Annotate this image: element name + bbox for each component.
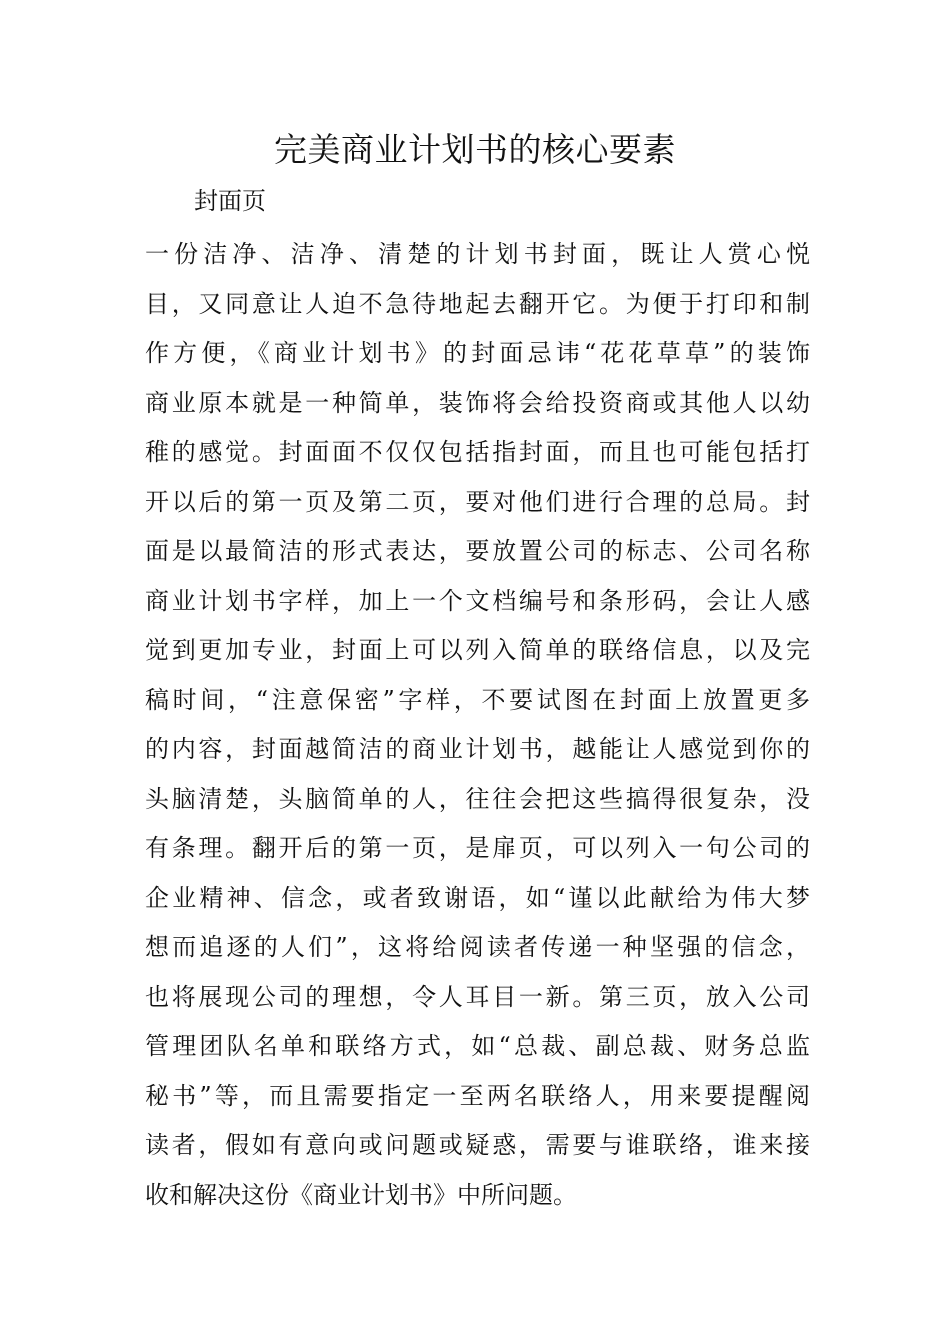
paragraph-line: 读者，假如有意向或问题或疑惑，需要与谁联络，谁来接 (145, 1131, 810, 1159)
paragraph-line: 的内容，封面越简洁的商业计划书，越能让人感觉到你的 (145, 735, 810, 763)
paragraph-line: 企业精神、信念，或者致谢语，如“谨以此献给为伟大梦 (145, 883, 810, 912)
paragraph-line: 头脑清楚，头脑简单的人，往往会把这些搞得很复杂，没 (145, 784, 810, 813)
paragraph-line: 商业原本就是一种简单，装饰将会给投资商或其他人以幼 (145, 388, 810, 417)
paragraph-line: 也将展现公司的理想，令人耳目一新。第三页，放入公司 (145, 982, 810, 1011)
paragraph-line: 管理团队名单和联络方式，如“总裁、副总裁、财务总监 (145, 1032, 810, 1060)
paragraph-line: 想而追逐的人们”，这将给阅读者传递一种坚强的信念， (145, 933, 810, 961)
paragraph-line: 一份洁净、洁净、清楚的计划书封面，既让人赏心悦 (145, 240, 810, 268)
paragraph-line: 秘书”等，而且需要指定一至两名联络人，用来要提醒阅 (145, 1081, 810, 1110)
body-paragraph (145, 230, 810, 1220)
paragraph-line: 有条理。翻开后的第一页，是扉页，可以列入一句公司的 (145, 834, 810, 862)
section-heading: 封面页 (194, 187, 266, 215)
paragraph-line: 面是以最简洁的形式表达，要放置公司的标志、公司名称 (145, 537, 810, 565)
paragraph-line: 开以后的第一页及第二页，要对他们进行合理的总局。封 (145, 487, 810, 516)
paragraph-line: 稚的感觉。封面面不仅仅包括指封面，而且也可能包括打 (145, 438, 810, 466)
paragraph-line: 目，又同意让人迫不急待地起去翻开它。为便于打印和制 (145, 289, 810, 318)
document-title: 完美商业计划书的核心要素 (274, 130, 676, 169)
paragraph-line: 觉到更加专业，封面上可以列入简单的联络信息，以及完 (145, 636, 810, 664)
paragraph-line: 收和解决这份《商业计划书》中所问题。 (145, 1180, 577, 1209)
paragraph-line: 稿时间，“注意保密”字样，不要试图在封面上放置更多 (145, 685, 810, 714)
paragraph-line: 商业计划书字样，加上一个文档编号和条形码，会让人感 (145, 586, 810, 615)
paragraph-line: 作方便，《商业计划书》的封面忌讳“花花草草”的装饰 (145, 339, 810, 367)
